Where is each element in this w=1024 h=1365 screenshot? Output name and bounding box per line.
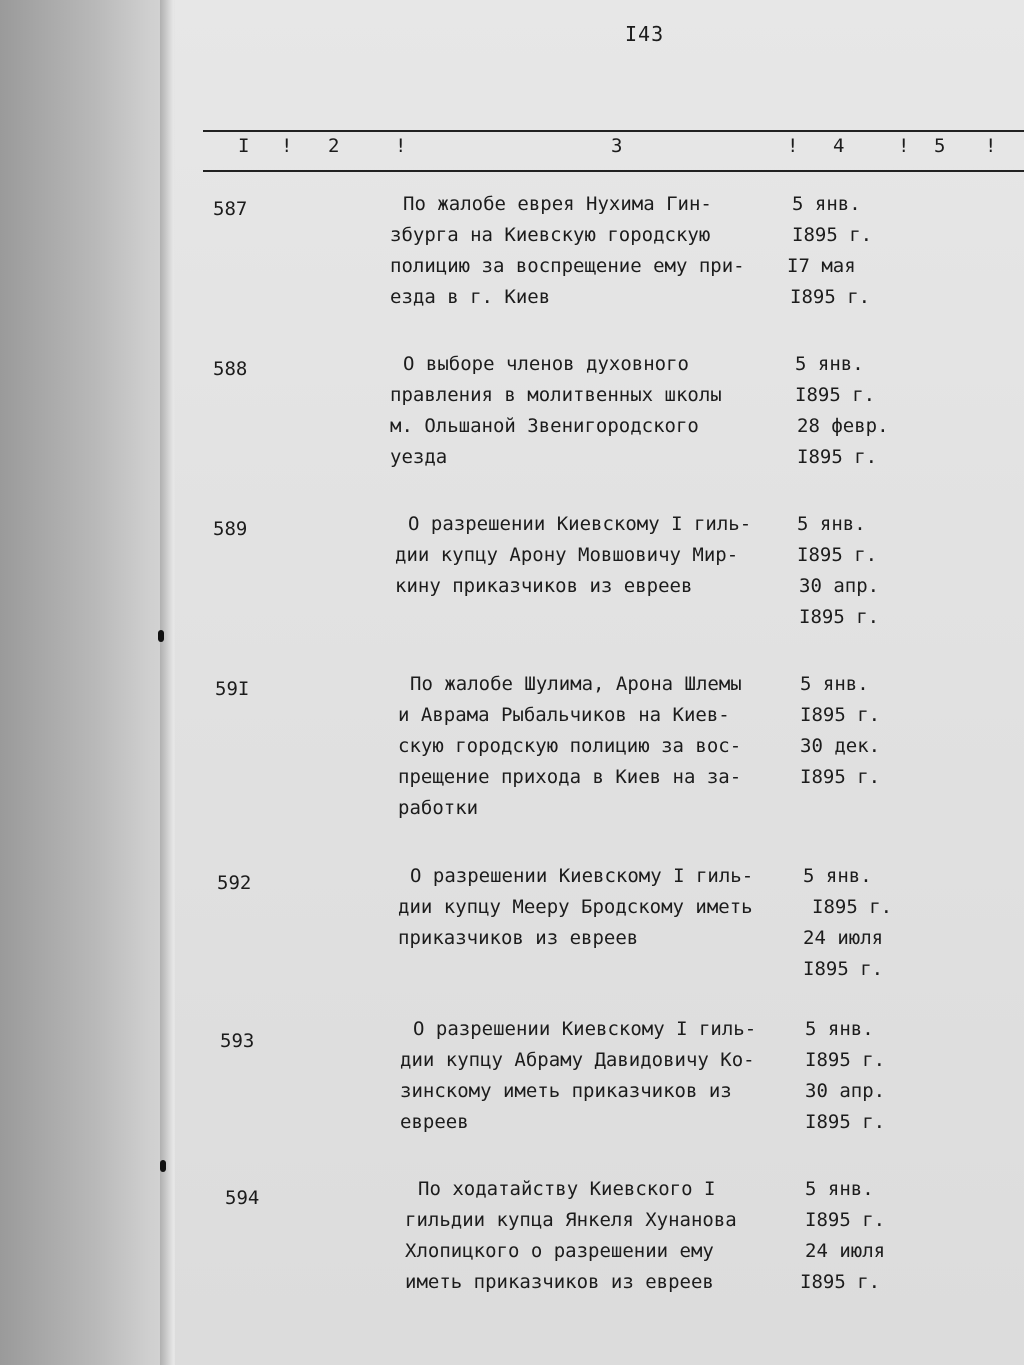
entry-description-line: дии купцу Абраму Давидовичу Ко-	[400, 1049, 755, 1071]
entry-description-line: правления в молитвенных школы	[390, 384, 722, 406]
entry-date: I895 г.	[812, 896, 893, 918]
entry-description-line: м. Ольшаной Звенигородского	[390, 415, 699, 437]
entry-description-line: Хлопицкого о разрешении ему	[405, 1240, 714, 1262]
header-col-3: 3	[611, 135, 623, 157]
entry-description-line: евреев	[400, 1111, 469, 1133]
entry-date: I895 г.	[799, 606, 880, 628]
entry-date: 5 янв.	[805, 1178, 874, 1200]
entry-number: 587	[213, 198, 248, 220]
entry-description-line: уезда	[390, 446, 448, 468]
header-col-2: 2	[328, 135, 340, 157]
entry-description-line: и Аврама Рыбальчиков на Киев-	[398, 704, 730, 726]
entry-description-line: гильдии купца Янкеля Хунанова	[405, 1209, 737, 1231]
table-header	[203, 125, 1024, 175]
entry-description-line: приказчиков из евреев	[398, 927, 639, 949]
entry-date: 30 апр.	[799, 575, 880, 597]
entry-description-line: дии купцу Мееру Бродскому иметь	[398, 896, 753, 918]
entry-date: I895 г.	[797, 544, 878, 566]
entry-description-line: кину приказчиков из евреев	[395, 575, 693, 597]
entry-description-line: По жалобе Шулима, Арона Шлемы	[410, 673, 742, 695]
entry-description-line: дии купцу Арону Мовшовичу Мир-	[395, 544, 739, 566]
list-item	[0, 510, 1024, 660]
entry-date: 24 июля	[803, 927, 884, 949]
entry-date: I895 г.	[805, 1111, 886, 1133]
entry-date: 5 янв.	[792, 193, 861, 215]
entry-date: I895 г.	[800, 1271, 881, 1293]
entry-description-line: зинскому иметь приказчиков из	[400, 1080, 732, 1102]
entry-number: 588	[213, 358, 248, 380]
entry-date: I895 г.	[805, 1049, 886, 1071]
entry-date: I895 г.	[790, 286, 871, 308]
entry-date: I895 г.	[805, 1209, 886, 1231]
entry-date: I895 г.	[792, 224, 873, 246]
list-item	[0, 190, 1024, 340]
header-col-5: 5	[934, 135, 946, 157]
binding-mark	[158, 630, 164, 642]
header-rule-top	[203, 130, 1024, 132]
binding-mark	[160, 1160, 166, 1172]
list-item	[0, 1015, 1024, 1165]
entry-description-line: скую городскую полицию за вос-	[398, 735, 742, 757]
header-col-4: 4	[833, 135, 845, 157]
list-item	[0, 350, 1024, 500]
entry-description-line: О разрешении Киевскому I гиль-	[410, 865, 754, 887]
entry-date: 5 янв.	[800, 673, 869, 695]
entry-date: I895 г.	[800, 704, 881, 726]
header-separator: !	[787, 135, 799, 157]
entry-date: 30 дек.	[800, 735, 881, 757]
entry-description-line: О выборе членов духовного	[403, 353, 689, 375]
entry-date: I895 г.	[800, 766, 881, 788]
entry-date: I7 мая	[787, 255, 856, 277]
entry-description-line: О разрешении Киевскому I гиль-	[413, 1018, 757, 1040]
entry-number: 594	[225, 1187, 260, 1209]
list-item	[0, 1175, 1024, 1325]
entry-date: 24 июля	[805, 1240, 886, 1262]
header-separator: !	[281, 135, 293, 157]
entry-description-line: иметь приказчиков из евреев	[405, 1271, 714, 1293]
header-separator: !	[985, 135, 997, 157]
list-item	[0, 670, 1024, 820]
entry-description-line: прещение прихода в Киев на за-	[398, 766, 742, 788]
entry-number: 59I	[215, 678, 250, 700]
entry-date: I895 г.	[803, 958, 884, 980]
list-item	[0, 862, 1024, 1012]
header-separator: !	[898, 135, 910, 157]
entry-description-line: полицию за воспрещение ему при-	[390, 255, 745, 277]
entry-description-line: По ходатайству Киевского I	[418, 1178, 716, 1200]
entry-description-line: О разрешении Киевскому I гиль-	[408, 513, 752, 535]
entry-date: 5 янв.	[797, 513, 866, 535]
entry-number: 592	[217, 872, 252, 894]
entry-date: 28 февр.	[797, 415, 889, 437]
header-rule-bottom	[203, 170, 1024, 172]
entry-date: I895 г.	[797, 446, 878, 468]
entry-number: 589	[213, 518, 248, 540]
entry-description-line: збурга на Киевскую городскую	[390, 224, 711, 246]
entry-date: I895 г.	[795, 384, 876, 406]
entry-date: 5 янв.	[803, 865, 872, 887]
entry-date: 5 янв.	[805, 1018, 874, 1040]
entry-description-line: езда в г. Киев	[390, 286, 551, 308]
entry-number: 593	[220, 1030, 255, 1052]
entry-date: 5 янв.	[795, 353, 864, 375]
header-col-1: I	[238, 135, 250, 157]
entry-description-line: работки	[398, 797, 479, 819]
page-number: I43	[625, 22, 665, 46]
entry-description-line: По жалобе еврея Нухима Гин-	[403, 193, 712, 215]
entry-date: 30 апр.	[805, 1080, 886, 1102]
header-separator: !	[395, 135, 407, 157]
